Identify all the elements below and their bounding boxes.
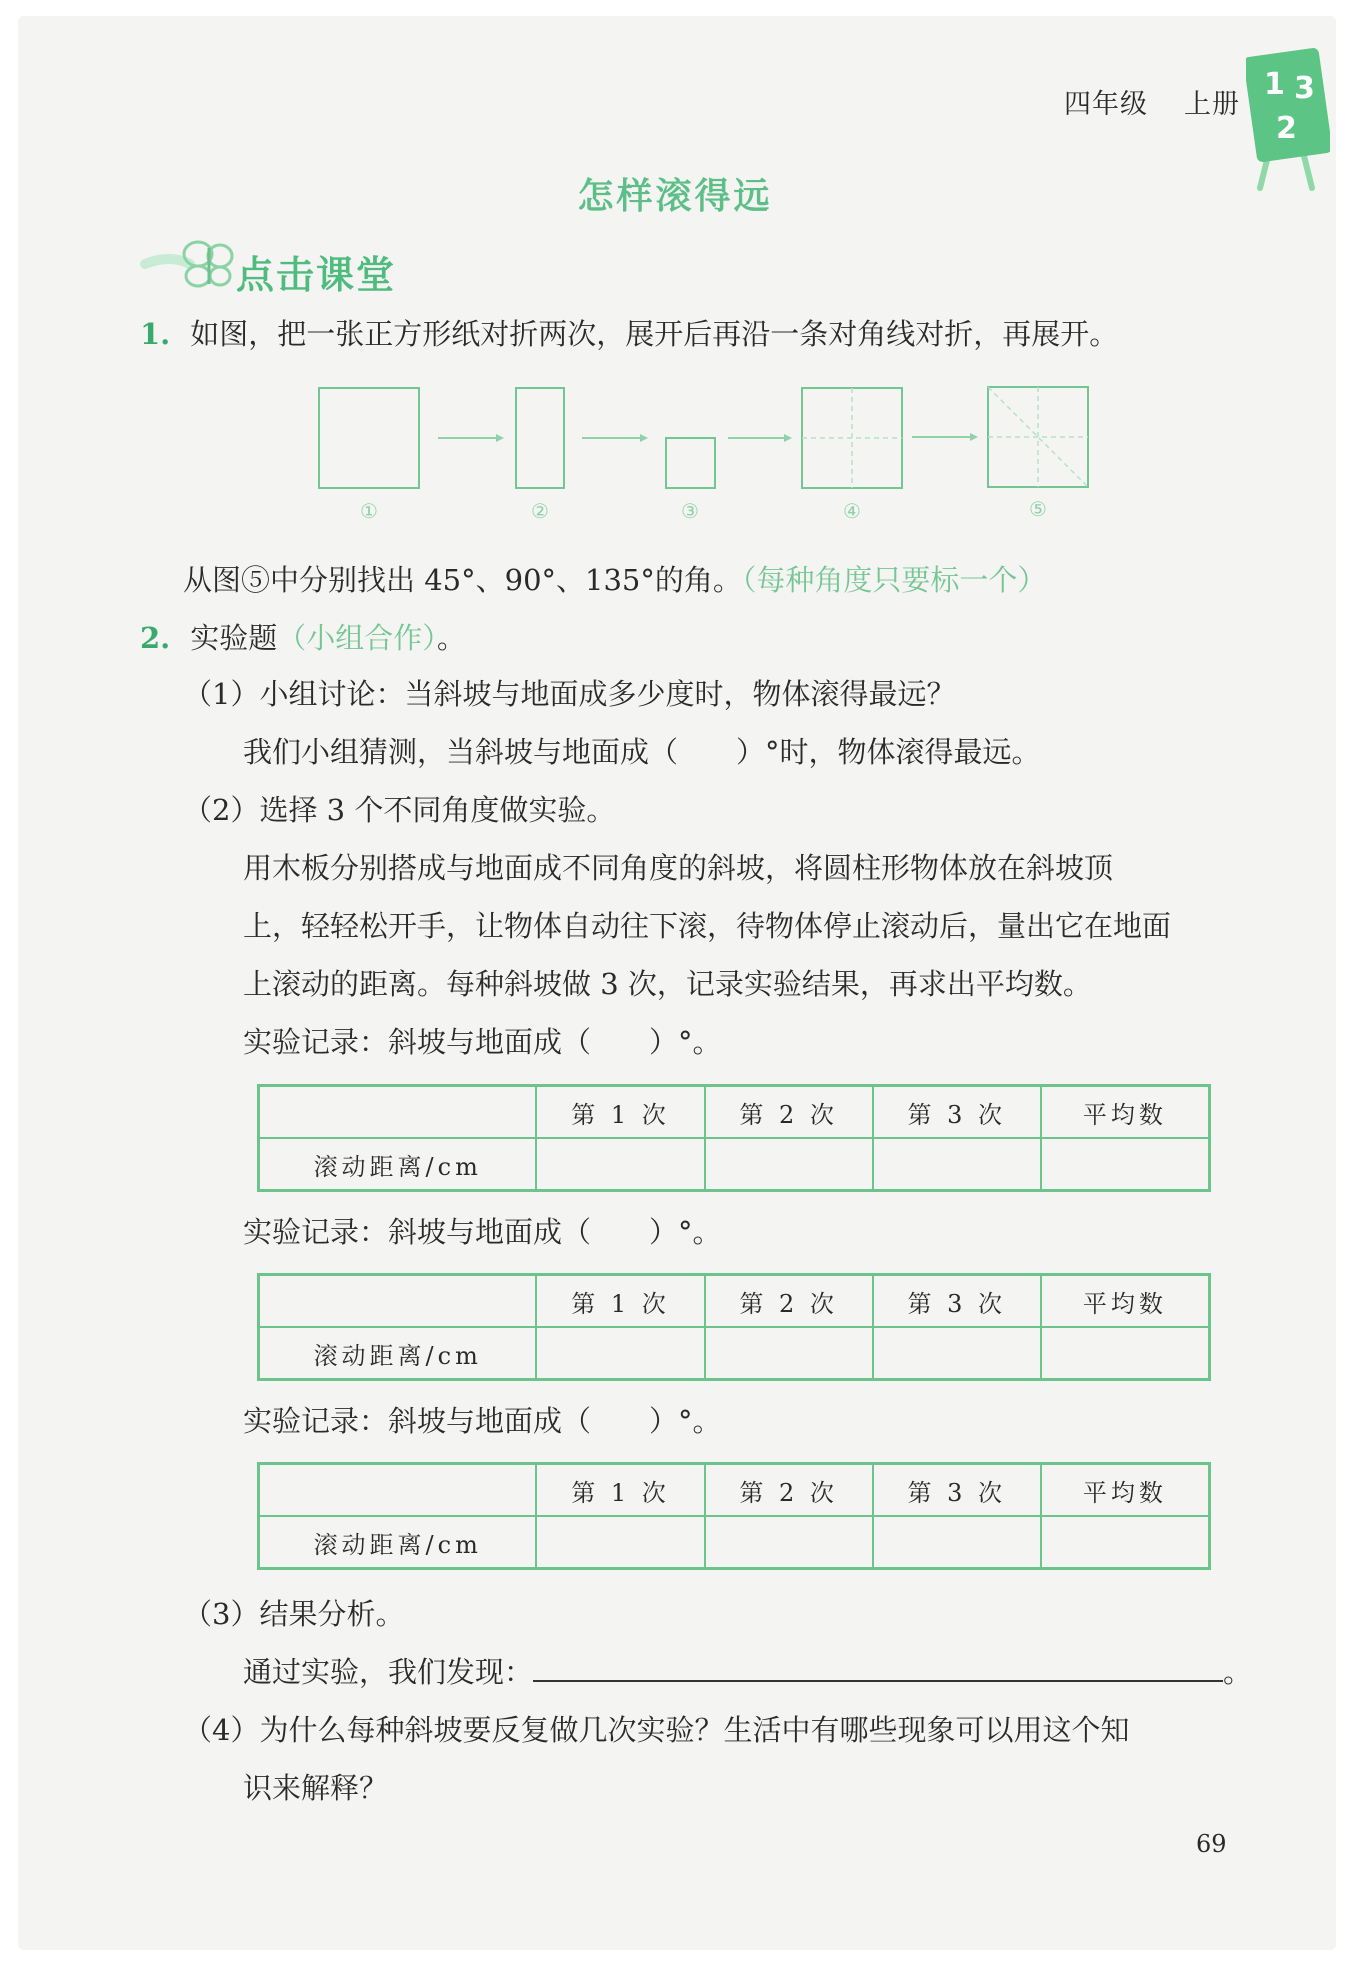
butterfly-icon: [140, 234, 240, 294]
step-1-square: [319, 388, 419, 488]
part-1-guess: 我们小组猜测，当斜坡与地面成（ ）°时，物体滚得最远。: [243, 735, 1041, 769]
section-title: 点击课堂: [236, 253, 397, 297]
blank-cell[interactable]: [873, 1516, 1041, 1569]
question-note: （小组合作）: [277, 621, 437, 655]
record-label: 实验记录：斜坡与地面成（ ）°。: [243, 1025, 722, 1059]
part-text: 结果分析。: [259, 1597, 405, 1631]
row-label: 滚动距离/cm: [259, 1516, 537, 1569]
step-label: ③: [681, 499, 699, 523]
table-header-cell: 第 3 次: [873, 1464, 1041, 1517]
part-label: （2）: [183, 793, 260, 827]
step-label: ④: [843, 499, 861, 523]
part-label: （4）: [183, 1713, 260, 1747]
table-header-cell: [259, 1086, 537, 1139]
question-text: 实验题: [190, 621, 278, 655]
question-number: 2.: [140, 621, 171, 655]
followup-note: （每种角度只要标一个）: [741, 563, 1047, 597]
part-text: 小组讨论：当斜坡与地面成多少度时，物体滚得最远？: [259, 677, 956, 711]
table-header-cell: [259, 1464, 537, 1517]
step-2-rect: [516, 388, 564, 488]
table-header-cell: 第 1 次: [536, 1275, 704, 1328]
part-2: [183, 790, 615, 830]
table-header-cell: 第 2 次: [705, 1464, 873, 1517]
step-label: ②: [531, 499, 549, 523]
answer-line[interactable]: [533, 1652, 1223, 1682]
record-label: 实验记录：斜坡与地面成（ ）°。: [243, 1404, 722, 1438]
page-number: 69: [1196, 1830, 1227, 1858]
step-label: ①: [360, 499, 378, 523]
table-header-cell: 平均数: [1041, 1086, 1210, 1139]
table-header-cell: 第 3 次: [873, 1086, 1041, 1139]
table-header-cell: 平均数: [1041, 1464, 1210, 1517]
table-header-cell: 第 1 次: [536, 1086, 704, 1139]
table-header-cell: 第 2 次: [705, 1275, 873, 1328]
blank-cell[interactable]: [873, 1138, 1041, 1191]
blank-cell[interactable]: [536, 1138, 704, 1191]
blank-cell[interactable]: [705, 1138, 873, 1191]
part-text: 为什么每种斜坡要反复做几次实验？生活中有哪些现象可以用这个知: [259, 1713, 1130, 1747]
blank-cell[interactable]: [536, 1516, 704, 1569]
volume-label: 上册: [1184, 89, 1240, 120]
table-header-cell: 平均数: [1041, 1275, 1210, 1328]
part-2-desc-line: 上滚动的距离。每种斜坡做 3 次，记录实验结果，再求出平均数。: [243, 967, 1092, 1001]
table-header-row: [259, 1275, 1210, 1328]
blank-cell[interactable]: [1041, 1327, 1210, 1380]
table-row: [259, 1516, 1210, 1569]
header-grade-volume: [1064, 82, 1276, 121]
record-table: [257, 1273, 1211, 1381]
part-4-line-2: 识来解释？: [243, 1771, 389, 1805]
record-table: [257, 1462, 1211, 1570]
paper-folding-diagram: [300, 380, 1100, 530]
table-header-row: [259, 1464, 1210, 1517]
blank-cell[interactable]: [705, 1327, 873, 1380]
part-3-finding: [243, 1652, 1252, 1692]
badge-digit: 1: [1264, 67, 1285, 102]
blank-cell[interactable]: [1041, 1138, 1210, 1191]
step-label: ⑤: [1029, 497, 1047, 521]
table-row: [259, 1327, 1210, 1380]
row-label: 滚动距离/cm: [259, 1138, 537, 1191]
table-header-cell: [259, 1275, 537, 1328]
row-label: 滚动距离/cm: [259, 1327, 537, 1380]
table-header-row: [259, 1086, 1210, 1139]
page-title: 怎样滚得远: [577, 176, 773, 217]
table-header-cell: 第 1 次: [536, 1464, 704, 1517]
badge-digit: 3: [1294, 71, 1315, 106]
blank-cell[interactable]: [1041, 1516, 1210, 1569]
badge-digit: 2: [1276, 111, 1297, 146]
step-3-square: [666, 438, 715, 488]
section-header: [140, 234, 460, 297]
finding-end: 。: [1223, 1655, 1253, 1689]
part-4: [183, 1710, 1129, 1750]
part-3: [183, 1594, 404, 1634]
part-text: 选择 3 个不同角度做实验。: [259, 793, 616, 827]
blank-cell[interactable]: [873, 1327, 1041, 1380]
question-2: [140, 618, 466, 658]
table-row: [259, 1138, 1210, 1191]
blank-cell[interactable]: [536, 1327, 704, 1380]
grade-label: 四年级: [1064, 89, 1148, 120]
blank-cell[interactable]: [705, 1516, 873, 1569]
record-table: [257, 1084, 1211, 1192]
question-tail: 。: [436, 621, 466, 655]
question-1-followup: [183, 560, 1046, 600]
question-text: 如图，把一张正方形纸对折两次，展开后再沿一条对角线对折，再展开。: [190, 317, 1119, 351]
part-label: （3）: [183, 1597, 260, 1631]
part-2-desc-line: 用木板分别搭成与地面成不同角度的斜坡，将圆柱形物体放在斜坡顶: [243, 851, 1114, 885]
followup-text: 从图⑤中分别找出 45°、90°、135°的角。: [183, 563, 742, 597]
table-header-cell: 第 2 次: [705, 1086, 873, 1139]
part-label: （1）: [183, 677, 260, 711]
part-1: [183, 674, 955, 714]
record-label: 实验记录：斜坡与地面成（ ）°。: [243, 1215, 722, 1249]
part-2-desc-line: 上，轻轻松开手，让物体自动往下滚，待物体停止滚动后，量出它在地面: [243, 909, 1172, 943]
table-header-cell: 第 3 次: [873, 1275, 1041, 1328]
question-1: [140, 314, 1118, 354]
question-number: 1.: [140, 317, 171, 351]
finding-text: 通过实验，我们发现：: [243, 1655, 534, 1689]
